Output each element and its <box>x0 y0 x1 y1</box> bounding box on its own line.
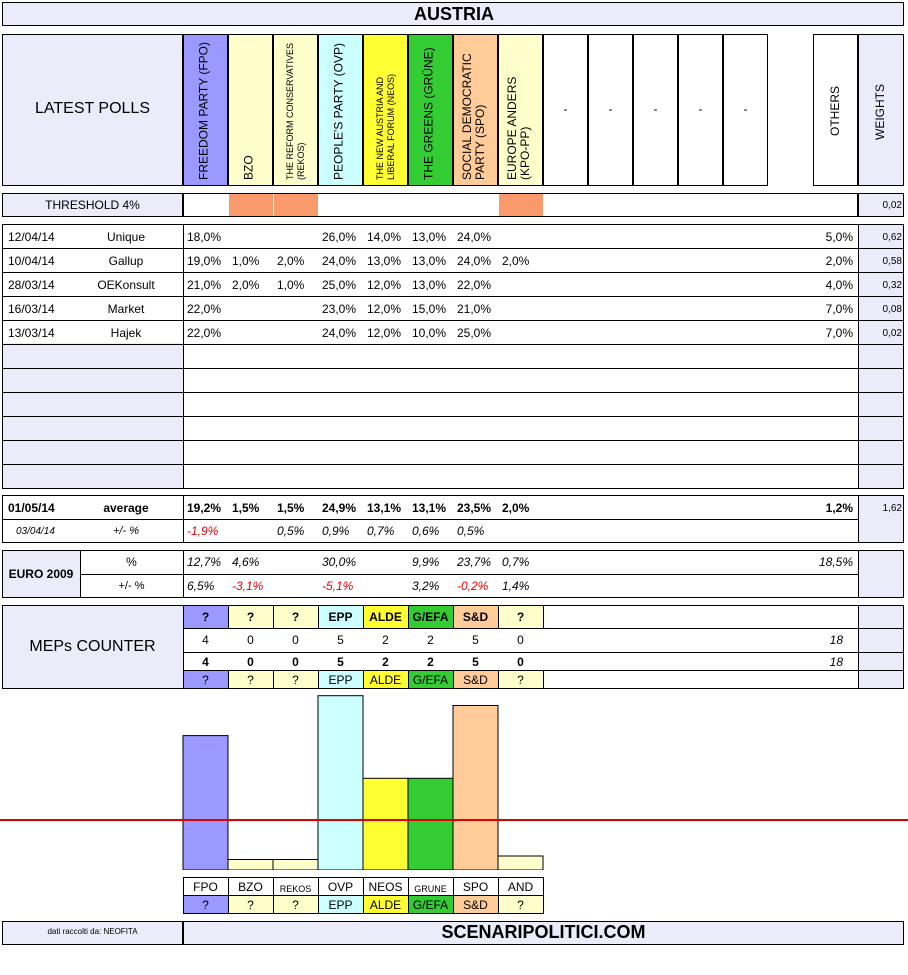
poll-date: 13/03/14 <box>8 326 55 340</box>
bottom-party-label: BZO <box>238 880 263 894</box>
poll-date: 12/04/14 <box>8 230 55 244</box>
change-date: 03/04/14 <box>16 526 55 537</box>
meps-count: 5 <box>472 633 479 647</box>
blank-header-label: - <box>563 102 568 116</box>
change-value: 0,9% <box>322 524 350 538</box>
bar-grune <box>408 778 453 870</box>
bottom-group-label: ? <box>292 898 299 912</box>
poll-value: 24,0% <box>322 326 357 340</box>
poll-value: 2,0% <box>502 254 530 268</box>
meps-count: 0 <box>292 633 299 647</box>
footer-site: SCENARIPOLITICI.COM <box>441 922 646 942</box>
meps-group-label: EPP <box>328 610 353 624</box>
meps-group-label-bottom: ALDE <box>369 673 402 687</box>
euro2009-label: EURO 2009 <box>8 567 74 581</box>
meps-row-line <box>183 652 904 653</box>
bottom-group-label: ? <box>202 898 209 912</box>
meps-count: 2 <box>427 633 434 647</box>
polls-row-line <box>2 320 904 321</box>
meps-others-bold: 18 <box>829 655 843 669</box>
euro-value: 9,9% <box>412 555 440 569</box>
meps-group-label: S&D <box>462 610 489 624</box>
poll-date: 28/03/14 <box>8 278 55 292</box>
poll-value: 18,0% <box>187 230 222 244</box>
latest-polls-label: LATEST POLLS <box>34 100 150 117</box>
poll-pollster: Unique <box>106 230 146 244</box>
meps-group-label-bottom: ? <box>292 673 299 687</box>
poll-value: 26,0% <box>322 230 357 244</box>
party-header-label: THE GREENS (GRÜNE) <box>421 47 436 180</box>
meps-group-label-bottom: ? <box>247 673 254 687</box>
meps-group-label-bottom: ? <box>517 673 524 687</box>
polls-divider <box>183 224 184 489</box>
poll-weight: 0,32 <box>882 280 902 291</box>
average-date: 01/05/14 <box>8 501 55 515</box>
meps-count-bold: 0 <box>247 655 254 669</box>
poll-value: 14,0% <box>367 230 402 244</box>
blank-header-label: - <box>608 102 613 116</box>
meps-count-bold: 0 <box>292 655 299 669</box>
polls-row-line <box>2 344 904 345</box>
party-header-label: THE REFORM CONSERVATIVES (REKOS) <box>285 42 306 180</box>
euro-weight-shade <box>859 551 903 597</box>
meps-group-label: ? <box>291 610 300 624</box>
euro-pct-label: % <box>126 555 137 569</box>
meps-count: 0 <box>517 633 524 647</box>
poll-value: 25,0% <box>457 326 492 340</box>
change-value: 0,6% <box>412 524 440 538</box>
average-value: 2,0% <box>502 501 530 515</box>
change-value: 0,5% <box>277 524 305 538</box>
bottom-group-label: ALDE <box>369 898 402 912</box>
meps-group-label: ? <box>201 610 210 624</box>
average-row-line <box>2 519 904 520</box>
average-weight: 1,62 <box>882 503 902 514</box>
meps-group-label-bottom: EPP <box>328 673 353 687</box>
poll-value: 21,0% <box>457 302 492 316</box>
poll-value: 10,0% <box>412 326 447 340</box>
average-value: 23,5% <box>457 501 492 515</box>
average-value: 1,5% <box>277 501 305 515</box>
bar-spo <box>453 706 498 871</box>
bottom-group-label: ? <box>517 898 524 912</box>
page-title: AUSTRIA <box>414 4 494 24</box>
poll-others: 7,0% <box>825 326 853 340</box>
euro-value: 30,0% <box>322 555 357 569</box>
poll-value: 15,0% <box>412 302 447 316</box>
average-value: 24,9% <box>322 501 357 515</box>
meps-count-bold: 4 <box>202 655 209 669</box>
blank-header-label: - <box>653 102 658 116</box>
euro-value: 12,7% <box>187 555 222 569</box>
meps-count: 5 <box>337 633 344 647</box>
poll-value: 24,0% <box>457 230 492 244</box>
poll-value: 24,0% <box>322 254 357 268</box>
polls-row-line <box>2 440 904 441</box>
average-others: 1,2% <box>825 501 853 515</box>
change-value: 0,7% <box>367 524 395 538</box>
poll-value: 13,0% <box>412 278 447 292</box>
euro-change-label: +/- % <box>118 580 145 592</box>
poll-value: 1,0% <box>277 278 305 292</box>
poll-weight: 0,02 <box>882 328 902 339</box>
meps-group-label-bottom: ? <box>202 673 209 687</box>
poll-value: 23,0% <box>322 302 357 316</box>
poll-date: 10/04/14 <box>8 254 55 268</box>
meps-count: 0 <box>247 633 254 647</box>
euro-value: 23,7% <box>457 555 492 569</box>
threshold-highlight <box>229 194 273 216</box>
bar-ovp <box>318 696 363 870</box>
average-label: average <box>103 501 149 515</box>
bottom-party-label: SPO <box>462 880 489 894</box>
bar-rekos <box>273 860 318 871</box>
polls-row-line <box>2 248 904 249</box>
weights-header-label: WEIGHTS <box>873 84 887 140</box>
blank-header-label: - <box>698 102 703 116</box>
euro-change: 6,5% <box>187 579 215 593</box>
poll-pollster: OEKonsult <box>97 278 155 292</box>
bottom-party-label: REKOS <box>279 884 312 894</box>
poll-value: 19,0% <box>187 254 222 268</box>
poll-value: 13,0% <box>412 230 447 244</box>
poll-weight: 0,08 <box>882 304 902 315</box>
average-value: 1,5% <box>232 501 260 515</box>
bottom-party-label: OVP <box>327 880 354 894</box>
bottom-party-label: NEOS <box>368 880 403 894</box>
party-header-label: BZO <box>241 155 256 180</box>
poll-value: 12,0% <box>367 326 402 340</box>
footer-credit: dati raccolti da: NEOFITA <box>47 927 138 936</box>
average-value: 13,1% <box>412 501 447 515</box>
poll-value: 13,0% <box>412 254 447 268</box>
others-header-label: OTHERS <box>828 85 842 136</box>
meps-group-label: G/EFA <box>412 610 449 624</box>
polls-row-line <box>2 464 904 465</box>
party-header-label: SOCIAL DEMOCRATIC PARTY (SPO) <box>460 53 487 180</box>
meps-group-label-bottom: G/EFA <box>412 673 449 687</box>
bar-bzo <box>228 860 273 871</box>
party-header-label: PEOPLE'S PARTY (OVP) <box>331 42 346 180</box>
bar-fpo <box>183 736 228 870</box>
meps-group-label: ? <box>246 610 255 624</box>
poll-value: 12,0% <box>367 302 402 316</box>
average-value: 13,1% <box>367 501 402 515</box>
bar-and <box>498 856 543 870</box>
average-divider <box>183 495 184 543</box>
bottom-group-label: EPP <box>328 898 353 912</box>
meps-label: MEPs COUNTER <box>29 638 156 655</box>
poll-value: 2,0% <box>277 254 305 268</box>
poll-others: 4,0% <box>825 278 853 292</box>
party-header-label: FREEDOM PARTY (FPO) <box>196 41 211 180</box>
euro-change: -5,1% <box>322 579 354 593</box>
polls-row-line <box>2 368 904 369</box>
bottom-party-label: FPO <box>193 880 218 894</box>
meps-group-label-bottom: S&D <box>463 673 488 687</box>
bottom-group-label: ? <box>247 898 254 912</box>
blank-header-label: - <box>743 102 748 116</box>
threshold-highlight <box>499 194 543 216</box>
poll-value: 2,0% <box>232 278 260 292</box>
change-value: -1,9% <box>187 524 219 538</box>
change-value: 0,5% <box>457 524 485 538</box>
euro-value: 0,7% <box>502 555 530 569</box>
polls-row-line <box>2 296 904 297</box>
party-header-label: THE NEW AUSTRIA AND LIBERAL FORUM (NEOS) <box>375 73 396 180</box>
meps-count-bold: 0 <box>517 655 524 669</box>
poll-value: 13,0% <box>367 254 402 268</box>
poll-weight: 0,58 <box>882 256 902 267</box>
meps-weight-shade <box>859 606 903 688</box>
bar-neos <box>363 778 408 870</box>
euro-others: 18,5% <box>818 555 853 569</box>
poll-value: 22,0% <box>187 326 222 340</box>
poll-date: 16/03/14 <box>8 302 55 316</box>
poll-value: 24,0% <box>457 254 492 268</box>
average-value: 19,2% <box>187 501 222 515</box>
poll-pollster: Market <box>107 302 145 316</box>
bottom-party-label: GRUNE <box>414 884 447 894</box>
poll-pollster: Gallup <box>108 254 144 268</box>
euro-row-line <box>80 574 904 575</box>
poll-bar-chart <box>0 690 908 870</box>
change-label: +/- % <box>113 525 139 537</box>
meps-count-bold: 5 <box>337 655 344 669</box>
euro-change: -0,2% <box>457 579 489 593</box>
bottom-group-label: G/EFA <box>412 898 449 912</box>
threshold-label: THRESHOLD 4% <box>45 198 140 212</box>
bottom-party-label: AND <box>507 880 534 894</box>
meps-count-bold: 2 <box>427 655 434 669</box>
poll-value: 12,0% <box>367 278 402 292</box>
threshold-weight: 0,02 <box>882 200 902 211</box>
threshold-highlight <box>274 194 318 216</box>
party-header-label: EUROPE ANDERS (KPO-PP) <box>505 76 532 180</box>
euro-change: 1,4% <box>502 579 530 593</box>
meps-group-label: ? <box>516 610 525 624</box>
poll-value: 22,0% <box>457 278 492 292</box>
bottom-group-label: S&D <box>463 898 488 912</box>
euro-change: 3,2% <box>412 579 440 593</box>
polls-row-line <box>2 392 904 393</box>
poll-value: 25,0% <box>322 278 357 292</box>
euro-value: 4,6% <box>232 555 260 569</box>
poll-weight: 0,62 <box>882 232 902 243</box>
meps-group-label: ALDE <box>369 610 402 624</box>
poll-others: 7,0% <box>825 302 853 316</box>
poll-value: 21,0% <box>187 278 222 292</box>
meps-others: 18 <box>829 633 843 647</box>
poll-others: 5,0% <box>825 230 853 244</box>
euro-change: -3,1% <box>232 579 264 593</box>
polls-row-line <box>2 416 904 417</box>
meps-count-bold: 5 <box>472 655 479 669</box>
meps-count-bold: 2 <box>382 655 389 669</box>
poll-pollster: Hajek <box>110 326 142 340</box>
poll-value: 22,0% <box>187 302 222 316</box>
poll-others: 2,0% <box>825 254 853 268</box>
poll-value: 1,0% <box>232 254 260 268</box>
meps-count: 4 <box>202 633 209 647</box>
meps-count: 2 <box>382 633 389 647</box>
euro-divider <box>183 550 184 598</box>
polls-row-line <box>2 272 904 273</box>
